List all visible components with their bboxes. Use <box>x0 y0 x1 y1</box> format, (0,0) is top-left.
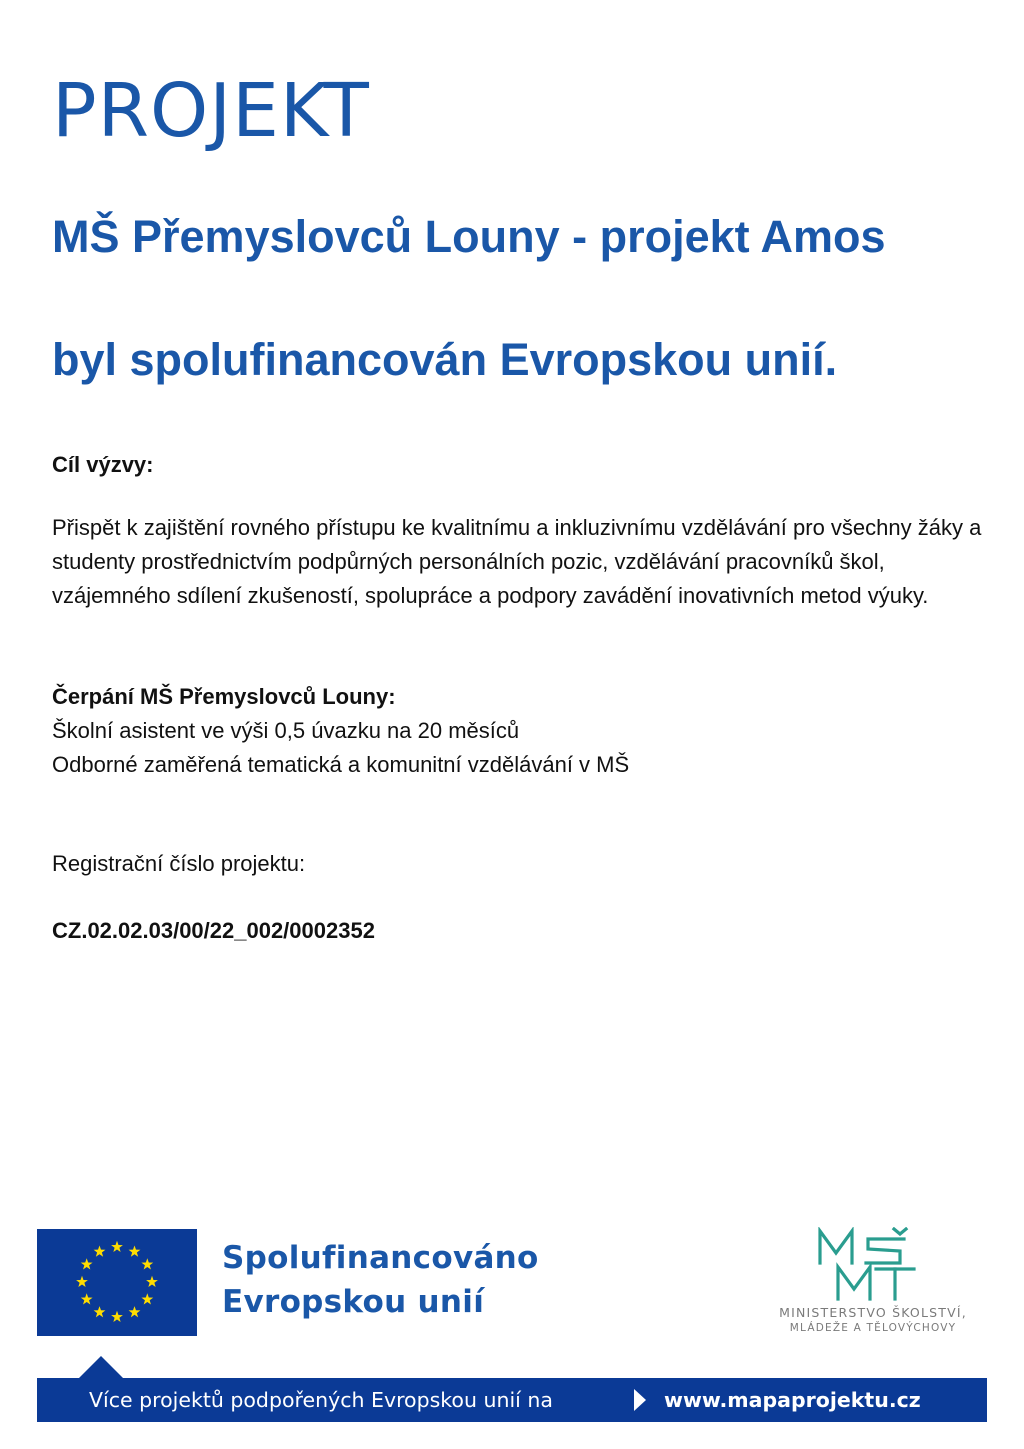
msmt-mark-icon <box>816 1227 930 1301</box>
arrow-right-icon <box>634 1389 646 1411</box>
msmt-name-line2: MLÁDEŽE A TĚLOVÝCHOVY <box>789 1322 957 1334</box>
eu-star-icon <box>81 1258 93 1269</box>
goal-label: Cíl výzvy: <box>52 452 154 477</box>
eu-star-icon <box>111 1241 123 1252</box>
eu-star-icon <box>94 1306 106 1317</box>
registration-number: CZ.02.02.03/00/22_002/0002352 <box>52 918 375 943</box>
eu-cofinanced-label <box>222 1236 539 1324</box>
funding-emphasis: Evropskou unií. <box>499 334 838 385</box>
eu-star-icon <box>146 1276 158 1287</box>
footer-url-link[interactable]: www.mapaprojektu.cz <box>664 1388 921 1412</box>
eu-star-icon <box>141 1293 153 1304</box>
drawdown-list <box>52 714 982 782</box>
eu-star-icon <box>129 1245 141 1256</box>
footer-notch <box>79 1356 123 1378</box>
eu-star-icon <box>111 1311 123 1322</box>
page-heading: PROJEKT <box>52 68 370 154</box>
eu-star-icon <box>129 1306 141 1317</box>
footer-bar <box>37 1378 987 1422</box>
eu-label-line2: Evropskou unií <box>222 1284 485 1320</box>
project-name: MŠ Přemyslovců Louny - projekt Amos <box>52 211 886 262</box>
eu-label-line1: Spolufinancováno <box>222 1240 539 1276</box>
eu-flag-icon <box>37 1229 197 1336</box>
eu-star-icon <box>141 1258 153 1269</box>
drawdown-label: Čerpání MŠ Přemyslovců Louny: <box>52 684 396 709</box>
goal-text: Přispět k zajištění rovného přístupu ke kvalitnímu a inkluzivnímu vzdělávání pro všechny žáky a studenty prostřednictvím podpůrných personálních pozic, vzdělávání pracovníků škol, vzájemného sdílení zkušeností, spolupráce a podpory zavádění inovativních metod výuky. <box>52 515 982 608</box>
msmt-name-line1: MINISTERSTVO ŠKOLSTVÍ, <box>779 1305 967 1320</box>
funding-statement <box>52 333 837 387</box>
eu-stars-icon <box>37 1229 197 1336</box>
eu-star-icon <box>81 1293 93 1304</box>
registration-label: Registrační číslo projektu: <box>52 851 306 876</box>
footer-text: Více projektů podpořených Evropskou unií na <box>89 1388 553 1412</box>
eu-star-icon <box>94 1245 106 1256</box>
funding-prefix: byl spolufinancován <box>52 334 500 385</box>
drawdown-item: Školní asistent ve výši 0,5 úvazku na 20 měsíců <box>52 718 520 743</box>
eu-star-icon <box>76 1276 88 1287</box>
msmt-logo <box>760 1225 986 1340</box>
drawdown-item: Odborné zaměřená tematická a komunitní vzdělávání v MŠ <box>52 752 630 777</box>
